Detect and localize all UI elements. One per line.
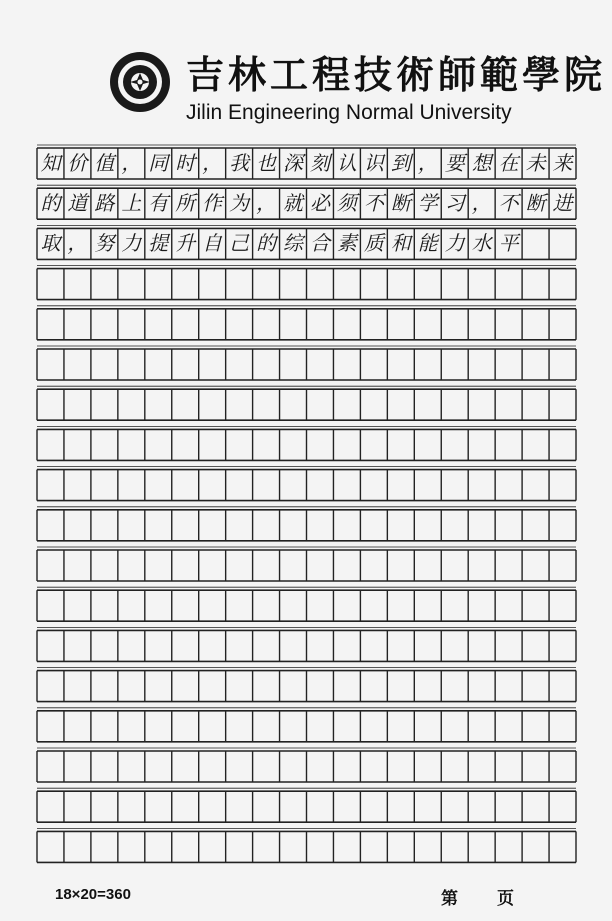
grid-cell-character: 努: [94, 231, 115, 256]
grid-cell-character: 有: [148, 191, 169, 216]
grid-cell-character: 作: [202, 191, 223, 216]
grid-cell-character: 为: [229, 191, 250, 216]
university-name-chinese: 吉林工程技術師範學院: [186, 52, 607, 97]
grid-cell-character: 须: [336, 191, 357, 216]
grid-cell-character: 自: [202, 231, 223, 256]
grid-cell-character: ，: [67, 231, 88, 256]
grid-cell-character: 值: [94, 151, 115, 175]
grid-cell-character: [549, 230, 576, 259]
grid-cell-character: 平: [498, 231, 519, 256]
grid-cell-character: 我: [229, 151, 250, 175]
grid-cell-character: 合: [309, 231, 330, 256]
grid-cell-character: ，: [202, 151, 223, 175]
grid-cell-character: 也: [256, 151, 277, 175]
grid-cell-character: 不: [363, 191, 384, 216]
grid-cell-character: 知: [40, 151, 61, 175]
grid-cell-character: 道: [67, 191, 88, 216]
grid-cell-character: 刻: [309, 151, 330, 175]
grid-cell-character: ，: [417, 151, 438, 175]
university-name-english: Jilin Engineering Normal University: [186, 101, 512, 124]
grid-cell-character: 路: [94, 191, 115, 216]
grid-cell-character: 习: [444, 191, 465, 216]
grid-cell-character: 综: [283, 231, 304, 256]
grid-cell-character: 未: [525, 151, 546, 175]
grid-cell-character: 进: [552, 191, 573, 216]
grid-cell-character: 不: [498, 191, 519, 216]
grid-cell-character: ，: [471, 191, 492, 216]
page-number-label-suffix: 页: [497, 889, 514, 909]
grid-cell-character: 深: [283, 151, 304, 175]
grid-cell-character: 要: [444, 151, 465, 175]
grid-cell-character: 能: [417, 231, 438, 256]
grid-cell-character: 学: [417, 191, 438, 216]
grid-cell-character: 的: [40, 191, 61, 216]
grid-cell-character: 上: [121, 191, 142, 216]
grid-capacity-label: 18×20=360: [55, 886, 131, 903]
grid-cell-character: 素: [336, 231, 357, 256]
grid-cell-character: 所: [175, 191, 196, 216]
grid-cell-character: 水: [471, 231, 492, 256]
grid-cell-character: 来: [552, 151, 573, 175]
grid-cell-character: 就: [283, 191, 304, 216]
grid-cell-character: 价: [67, 151, 88, 175]
grid-cell-character: 断: [525, 191, 546, 216]
grid-cell-character: 想: [471, 151, 492, 175]
grid-cell-character: 取: [40, 231, 61, 256]
grid-cell-character: 识: [363, 151, 384, 175]
grid-cell-character: [522, 230, 549, 259]
grid-cell-character: 力: [444, 231, 465, 256]
grid-cell-character: ，: [121, 151, 142, 175]
grid-cell-character: 质: [363, 231, 384, 256]
grid-cell-character: 断: [390, 191, 411, 216]
grid-cell-character: 升: [175, 231, 196, 256]
page-number-label-prefix: 第: [441, 889, 458, 909]
grid-cell-character: 必: [309, 191, 330, 216]
grid-cell-character: 同: [148, 151, 169, 175]
grid-cell-character: 时: [175, 151, 196, 175]
grid-cell-character: 力: [121, 231, 142, 256]
grid-cell-character: 到: [390, 151, 411, 175]
grid-cell-character: 和: [390, 231, 411, 256]
grid-cell-character: 在: [498, 151, 519, 175]
grid-cell-character: 提: [148, 231, 169, 256]
grid-cell-character: 认: [336, 151, 357, 175]
grid-cell-character: ，: [256, 191, 277, 216]
grid-cell-character: 己: [229, 231, 250, 256]
grid-cell-character: 的: [256, 231, 277, 256]
